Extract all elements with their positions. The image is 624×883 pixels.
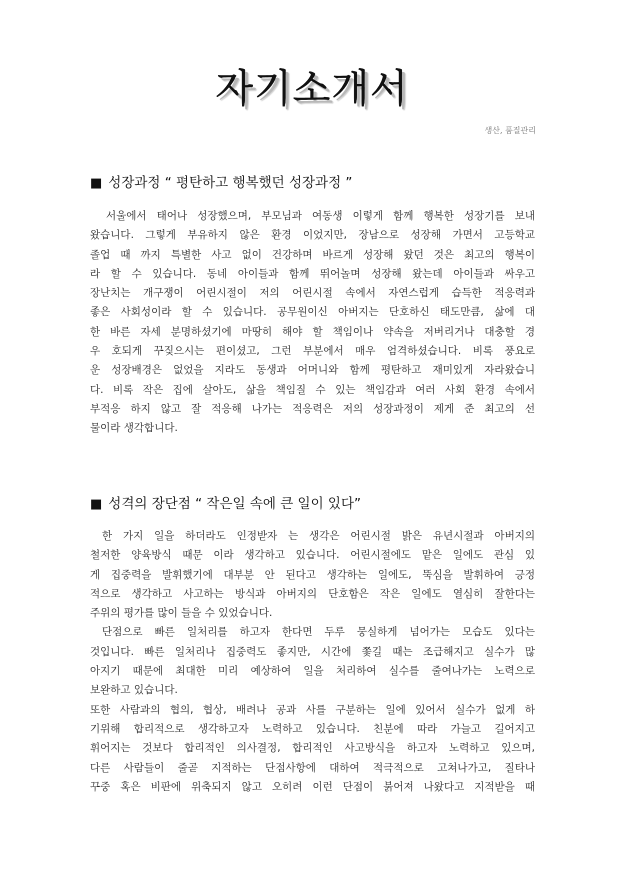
text-line: 운 성장배경은 없었을 지라도 동생과 어머니와 함께 평탄하고 재미있게 자라왔습니	[90, 364, 535, 377]
section-heading-growth	[90, 171, 352, 191]
text-line: 한 바른 자세 분명하셨기에 마땅히 해야 할 책임이나 약속을 저버리거나 대충할 경	[90, 325, 535, 338]
text-line: 부적응 하지 않고 잘 적응해 나가는 적응력은 저의 성장과정이 제게 준 최고의 선	[90, 402, 535, 415]
section-heading-text: 성격의 장단점 “ 작은일 속에 큰 일이 있다”	[108, 496, 361, 512]
text-line: 휘어지는 것보다 합리적인 의사결정, 합리적인 사고방식을 하고자 노력하고 있으며,	[90, 742, 535, 755]
text-line: 서울에서 태어나 성장했으며, 부모님과 여동생 이렇게 함께 행복한 성장기를 보내	[106, 210, 535, 222]
text-line: 또한 사람과의 협의, 협상, 배려나 공과 사를 구분하는 일에 있어서 실수가 없게 하	[90, 703, 535, 716]
text-line: 주위의 평가를 많이 들을 수 있었습니다.	[90, 607, 273, 620]
title-block	[0, 58, 624, 114]
section-heading-personality	[90, 492, 361, 512]
text-line: 좋은 사회성이라 할 수 있습니다. 공무원이신 아버지는 단호하신 태도만큼, 삶에 대	[90, 306, 535, 319]
text-line: 적으로 생각하고 사고하는 방식과 아버지의 단호함은 작은 일에도 열심히 잘한다는	[90, 587, 535, 600]
text-line: 라 할 수 있습니다. 동네 아이들과 함께 뛰어놀며 성장해 왔는데 아이들과 싸우고	[90, 267, 535, 280]
text-line: 물이라 생각합니다.	[90, 422, 178, 435]
text-line: 장난치는 개구쟁이 어린시절이 저의 어린시절 속에서 자연스럽게 습득한 적응력과	[90, 287, 535, 300]
text-line: 다. 비록 작은 집에 살아도, 삶을 책임질 수 있는 책임감과 여러 사회 환경 속에서	[90, 383, 535, 396]
text-line: 왔습니다. 그렇게 부유하지 않은 환경 이었지만, 장남으로 성장해 가면서 고등학교	[90, 229, 535, 242]
text-line: 꾸중 혹은 비판에 위축되지 않고 오히려 이런 단점이 붉어져 나왔다고 지적받을 때	[90, 780, 535, 793]
black-square-bullet-icon: ■	[90, 176, 103, 191]
black-square-bullet-icon: ■	[90, 497, 103, 512]
text-line: 아지기 때문에 최대한 미리 예상하여 일을 처리하여 실수를 줄여나가는 노력으로	[90, 665, 535, 678]
text-line: 보완하고 있습니다.	[90, 684, 178, 697]
text-line: 졸업 때 까지 특별한 사고 없이 건강하며 바르게 성장해 왔던 것은 최고의 행복이	[90, 248, 535, 261]
text-line: 단점으로 빠른 일처리를 하고자 한다면 두루 뭉실하게 넘어가는 모습도 있다는	[102, 626, 535, 639]
personality-paragraph	[90, 527, 535, 797]
text-line: 한 가지 일을 하더라도 인정받자 는 생각은 어린시절 밝은 유년시절과 아버지의	[102, 530, 535, 542]
text-line: 게 집중력을 발휘했기에 대부분 안 된다고 생각하는 일에도, 뚝심을 발휘하여 긍정	[90, 568, 535, 581]
document-title: 자기소개서	[215, 67, 409, 112]
text-line: 기위해 합리적으로 생각하고자 노력하고 있습니다. 친분에 따라 가늘고 길어지고	[90, 722, 535, 735]
author-line: 생산, 품질관리	[484, 126, 536, 135]
growth-paragraph	[90, 207, 535, 439]
text-line: 것입니다. 빠른 일처리나 집중력도 좋지만, 시간에 쫓길 때는 조급해지고 실수가 많	[90, 645, 535, 658]
text-line: 우 호되게 꾸짖으시는 편이셨고, 그런 부분에서 매우 엄격하셨습니다. 비록 풍요로	[90, 345, 535, 358]
text-line: 철저한 양육방식 때문 이라 생각하고 있습니다. 어린시절에도 맡은 일에도 관심 있	[90, 549, 535, 562]
text-line: 다른 사람들이 줄곧 지적하는 단점사항에 대하여 적극적으로 고쳐나가고, 질타나	[90, 761, 535, 774]
section-heading-text: 성장과정 “ 평탄하고 행복했던 성장과정 ”	[108, 175, 353, 191]
